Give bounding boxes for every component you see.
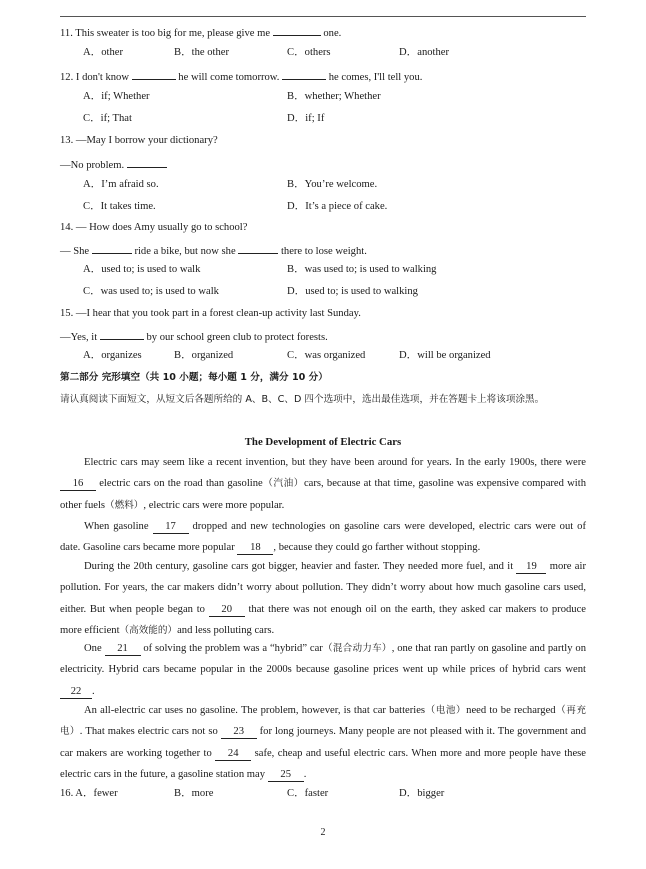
blank-number: 21 xyxy=(105,643,141,656)
option: B．organized xyxy=(174,350,234,361)
reply-text: by our school green club to protect forests. xyxy=(143,332,328,343)
text: electric cars on the road than gasoline xyxy=(96,478,263,490)
question-15: 15. —I hear that you took part in a forest clean-up activity last Sunday. xyxy=(60,308,361,319)
option: C．was organized xyxy=(287,350,366,361)
option: A．used to; is used to walk xyxy=(83,264,201,275)
answer-blank xyxy=(127,156,167,168)
question-11 xyxy=(60,24,341,41)
option: A．I’m afraid so. xyxy=(83,179,159,190)
text: of solving the problem was a “hybrid” car xyxy=(140,643,323,654)
question-stem-end: he comes, I'll tell you. xyxy=(326,72,423,83)
question-14: 14. — How does Amy usually go to school? xyxy=(60,222,248,233)
reply-text: —Yes, it xyxy=(60,332,98,343)
option: B．more xyxy=(174,788,214,799)
blank-number: 23 xyxy=(221,726,257,739)
passage-paragraph-3 xyxy=(60,556,586,642)
text: more air pollution. For years, the car makers didn’t worry about pollution. They didn’t worry about how much gasoline cars used, either. But when people began to xyxy=(60,561,586,615)
gloss: （汽油） xyxy=(262,478,304,490)
text: One xyxy=(84,643,102,654)
question-stem-end: one. xyxy=(320,28,342,39)
text: . xyxy=(92,685,95,697)
blank-number: 17 xyxy=(153,521,189,534)
option: C．others xyxy=(287,47,331,58)
text: During the 20th century, gasoline cars got bigger, heavier and faster. They needed more fuel, and it xyxy=(84,561,514,572)
gloss: （电池） xyxy=(425,705,467,716)
question-stem-mid: he will come tomorrow. xyxy=(175,72,280,83)
answer-blank xyxy=(238,242,278,254)
text: Electric cars may seem like a recent invention, but they have been around for years. In the early 1900s, there were xyxy=(84,457,586,468)
text: safe, cheap and useful electric cars. When more and more people have these electric cars in the future, a gasoline station may xyxy=(60,747,586,781)
reply-text: —No problem. xyxy=(60,160,125,171)
text: . That makes electric cars not so xyxy=(79,726,218,738)
option: C．faster xyxy=(287,788,329,799)
passage-paragraph-5 xyxy=(60,700,586,786)
text: When gasoline xyxy=(84,521,149,532)
blank-number: 25 xyxy=(268,769,304,782)
option: A．other xyxy=(83,47,124,58)
text: An all-electric car uses no gasoline. The problem, however, is that car batteries xyxy=(84,705,426,716)
question-14-reply xyxy=(60,242,367,259)
text: need to be recharged xyxy=(466,705,556,716)
text: that there was not enough oil on the earth, they asked car makers to produce more efficient xyxy=(60,603,586,637)
reply-text: ride a bike, but now she xyxy=(131,246,236,257)
answer-blank xyxy=(282,68,326,80)
option: A．if; Whether xyxy=(83,91,150,102)
text: cars, because at that time, gasoline was expensive compared with other fuels xyxy=(60,478,586,511)
passage-paragraph-2 xyxy=(60,516,586,559)
page-number: 2 xyxy=(320,827,326,838)
blank-number: 16 xyxy=(60,478,96,491)
gloss: （燃料） xyxy=(105,499,144,511)
blank-number: 18 xyxy=(237,542,273,555)
question-12 xyxy=(60,68,422,85)
option: D．used to; is used to walking xyxy=(287,286,418,297)
passage-paragraph-1 xyxy=(60,452,586,516)
gloss: （混合动力车） xyxy=(322,643,392,654)
option: C．if; That xyxy=(83,113,132,124)
option: B．the other xyxy=(174,47,230,58)
option: C．It takes time. xyxy=(83,201,156,212)
answer-blank xyxy=(132,68,176,80)
answer-blank xyxy=(92,242,132,254)
gloss: （高效能的） xyxy=(119,625,178,637)
text: and less polluting cars. xyxy=(177,625,275,637)
question-stem: 12. I don't know xyxy=(60,72,129,83)
option: B．was used to; is used to walking xyxy=(287,264,437,275)
option: C．was used to; is used to walk xyxy=(83,286,219,297)
section-heading: 第二部分 完形填空（共 10 小题；每小题 1 分，满分 10 分） xyxy=(60,372,328,383)
blank-number: 22 xyxy=(60,686,92,699)
text: . xyxy=(303,769,307,781)
gloss: （再充电） xyxy=(60,705,587,738)
text: , electric cars were more popular. xyxy=(143,499,285,511)
section-instruction: 请认真阅读下面短文，从短文后各题所给的 A、B、C、D 四个选项中，选出最佳选项，并在答题卡上将该项涂黑。 xyxy=(60,394,545,405)
option: B．You’re welcome. xyxy=(287,179,378,190)
reply-text: — She xyxy=(60,246,90,257)
passage-paragraph-4 xyxy=(60,638,586,702)
option: D．It’s a piece of cake. xyxy=(287,201,388,212)
blank-number: 19 xyxy=(516,561,546,574)
blank-number: 20 xyxy=(209,604,245,617)
header-rule xyxy=(60,16,586,17)
option: D．if; If xyxy=(287,113,325,124)
option: D．bigger xyxy=(399,788,445,799)
reply-text: there to lose weight. xyxy=(278,246,367,257)
text: dropped and new technologies on gasoline cars were developed, electric cars were out of date. Gasoline cars became more popular xyxy=(60,521,586,554)
option: A．organizes xyxy=(83,350,142,361)
question-13: 13. —May I borrow your dictionary? xyxy=(60,135,218,146)
text: , one that ran partly on gasoline and partly on electricity. Hybrid cars became popular in the 2000s because gasoline prices went up while prices of hybrid cars went xyxy=(60,643,586,676)
option: B．whether; Whether xyxy=(287,91,381,102)
answer-blank xyxy=(273,24,321,36)
passage-title: The Development of Electric Cars xyxy=(244,436,402,448)
option: D．will be organized xyxy=(399,350,491,361)
blank-number: 24 xyxy=(215,748,251,761)
question-stem: 11. This sweater is too big for me, please give me xyxy=(60,28,271,39)
question-16: 16. A．fewer xyxy=(60,788,118,799)
question-15-reply xyxy=(60,328,328,345)
answer-blank xyxy=(100,328,144,340)
text: , because they could go farther without stopping. xyxy=(273,542,481,554)
option: D．another xyxy=(399,47,450,58)
question-13-reply xyxy=(60,156,167,173)
text: for long journeys. Many people are not pleased with it. The government and car makers are working together to xyxy=(60,726,587,759)
